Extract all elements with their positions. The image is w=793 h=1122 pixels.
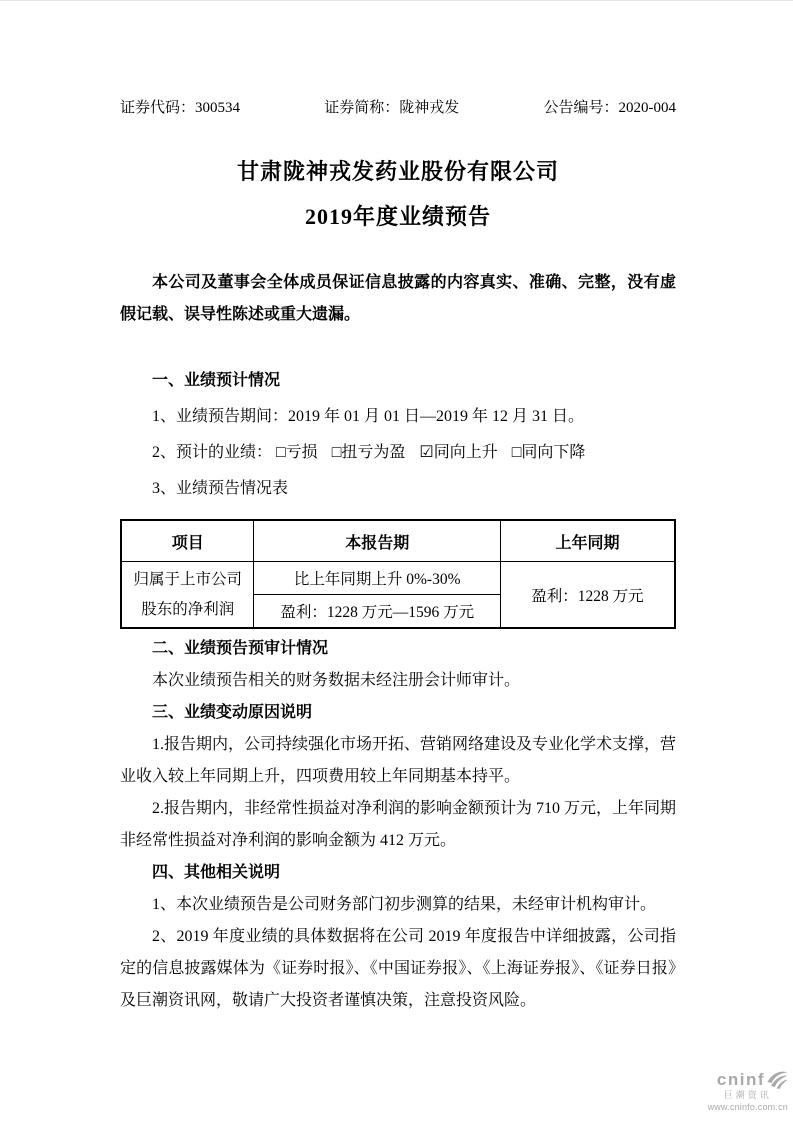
- cninfo-chinese-name: 巨潮资讯: [723, 1090, 772, 1100]
- expected-performance-label: 2、预计的业绩：: [152, 444, 273, 462]
- section4-item1: 1、本次业绩预告是公司财务部门初步测算的结果，未经审计机构审计。: [152, 896, 657, 914]
- section3-item2: 2.报告期内，非经常性损益对净利润的影响金额预计为 710 万元，上年同期非经常性损益对净利润的影响金额为 412 万元。: [120, 800, 677, 850]
- section3-item1: 1.报告期内，公司持续强化市场开拓、营销网络建设及专业化学术支撑，营业收入较上年同期上升，四项费用较上年同期基本持平。: [120, 736, 677, 786]
- cninfo-brand-line: [708, 1070, 788, 1089]
- security-code: 证券代码：300534: [120, 100, 241, 116]
- announcement-number: 公告编号：2020-004: [543, 100, 676, 116]
- cninfo-url: www.cninfo.com.cn: [707, 1102, 788, 1112]
- document-header: [120, 1, 676, 118]
- disclaimer-paragraph: 本公司及董事会全体成员保证信息披露的内容真实、准确、完整，没有虚假记载、误导性陈述或重大遗漏。: [120, 274, 676, 324]
- section4-item2: 2、2019 年度业绩的具体数据将在公司 2019 年度报告中详细披露，公司指定的信息披露媒体为《证券时报》、《中国证券报》、《上海证券报》、《证券日报》及巨潮资讯网，敬请广大投资者谨慎决策，注意投资风险。: [120, 928, 676, 1010]
- checkbox-option-same-direction-up-checked: ☑同向上升: [419, 444, 498, 462]
- section2-heading: 二、业绩预告预审计情况: [152, 640, 329, 658]
- cninfo-brand-text: cninf: [716, 1069, 765, 1089]
- section1-item-forecast-period: 1、业绩预告期间：2019 年 01 月 01 日—2019 年 12 月 31 日。: [152, 408, 585, 426]
- checkbox-option-same-direction-down: □同向下降: [511, 444, 586, 462]
- checkbox-option-loss: □亏损: [276, 444, 318, 462]
- net-profit-row-label: [121, 562, 254, 629]
- prior-period-profit-cell: 盈利：1228 万元: [500, 562, 675, 629]
- checkbox-option-turnaround: □扭亏为盈: [331, 444, 406, 462]
- cninfo-logo-icon: [767, 1070, 788, 1089]
- report-subtitle: 2019年度业绩预告: [304, 203, 491, 229]
- net-profit-label-line1: 归属于上市公司: [133, 570, 242, 588]
- forecast-table-row-1: [121, 562, 675, 595]
- current-period-change-cell: 比上年同期上升 0%-30%: [254, 562, 501, 595]
- forecast-table-header-row: [121, 520, 675, 562]
- column-header-item: 项目: [121, 520, 254, 562]
- document-content: [120, 1, 676, 1017]
- column-header-prior-period: 上年同期: [500, 520, 675, 562]
- section2-body: 本次业绩预告相关的财务数据未经注册会计师审计。: [152, 672, 521, 690]
- section1-item-expected-performance: [120, 437, 676, 469]
- cninfo-watermark: [708, 1070, 788, 1112]
- security-short-name: 证券简称：陇神戎发: [324, 100, 460, 116]
- column-header-current-period: 本报告期: [254, 520, 501, 562]
- section1-item-forecast-table-label: 3、业绩预告情况表: [152, 480, 289, 498]
- section3-heading: 三、业绩变动原因说明: [152, 704, 313, 722]
- current-period-profit-cell: 盈利：1228 万元—1596 万元: [254, 595, 501, 629]
- net-profit-label-line2: 股东的净利润: [141, 600, 235, 618]
- section4-heading: 四、其他相关说明: [152, 864, 281, 882]
- section1-heading: 一、业绩预计情况: [152, 372, 281, 390]
- forecast-table: [120, 519, 676, 629]
- company-title: 甘肃陇神戎发药业股份有限公司: [236, 159, 559, 184]
